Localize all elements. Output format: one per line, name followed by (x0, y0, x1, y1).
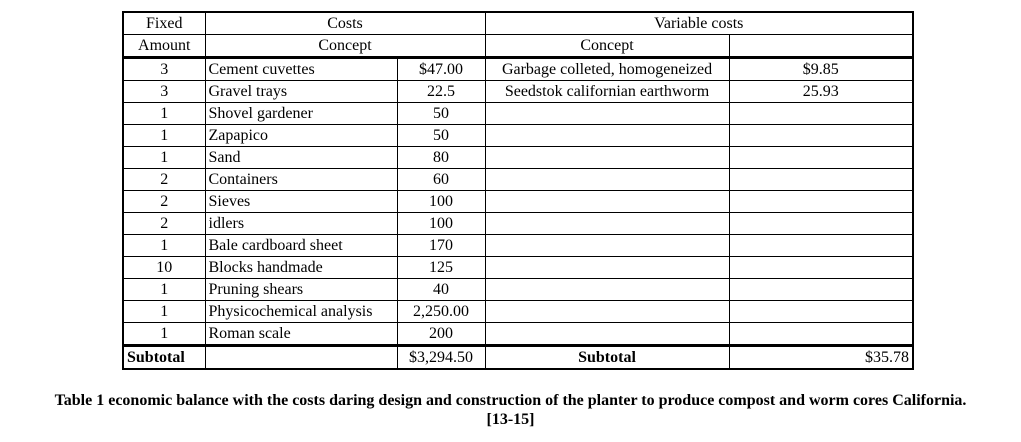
cell-fixed-concept: Zapapico (205, 125, 397, 147)
header-amount: Amount (123, 35, 205, 58)
cell-fixed-cost: 22.5 (397, 81, 485, 103)
cell-fixed-concept: Sand (205, 147, 397, 169)
cell-variable-concept (485, 169, 729, 191)
cell-fixed-concept: Physicochemical analysis (205, 301, 397, 323)
cell-amount: 2 (123, 213, 205, 235)
cell-amount: 2 (123, 191, 205, 213)
cell-fixed-concept: Shovel gardener (205, 103, 397, 125)
cell-amount: 1 (123, 235, 205, 257)
table-row (123, 125, 913, 147)
table-row (123, 169, 913, 191)
cell-fixed-cost: 100 (397, 191, 485, 213)
header-variable-costs: Variable costs (485, 12, 913, 35)
subtotal-row (123, 346, 913, 370)
cell-fixed-cost: 2,250.00 (397, 301, 485, 323)
cell-amount: 1 (123, 301, 205, 323)
table-row (123, 147, 913, 169)
header-fixed: Fixed (123, 12, 205, 35)
cell-fixed-cost: 40 (397, 279, 485, 301)
cell-variable-cost (729, 257, 913, 279)
table-row (123, 323, 913, 346)
cell-fixed-cost: 50 (397, 125, 485, 147)
cell-variable-cost: 25.93 (729, 81, 913, 103)
cell-amount: 10 (123, 257, 205, 279)
caption-line-2: [13-15] (486, 411, 535, 428)
cell-variable-concept (485, 279, 729, 301)
cell-fixed-concept: Pruning shears (205, 279, 397, 301)
cell-variable-concept (485, 213, 729, 235)
cell-variable-concept: Garbage colleted, homogeneized (485, 58, 729, 81)
cell-amount: 1 (123, 147, 205, 169)
cost-table-body (123, 12, 913, 369)
cell-amount: 3 (123, 58, 205, 81)
cell-variable-cost (729, 213, 913, 235)
cell-variable-cost (729, 169, 913, 191)
table-row (123, 279, 913, 301)
table-row (123, 191, 913, 213)
table-row (123, 235, 913, 257)
header-fixed-concept: Concept (205, 35, 485, 58)
table-row (123, 213, 913, 235)
cell-fixed-concept: Bale cardboard sheet (205, 235, 397, 257)
cell-variable-concept (485, 103, 729, 125)
table-row (123, 257, 913, 279)
cell-fixed-cost: 50 (397, 103, 485, 125)
header-row-2 (123, 35, 913, 58)
caption-line-1: Table 1 economic balance with the costs daring design and construction of the planter to produce compost and worm cores California. (54, 392, 967, 409)
cell-variable-cost (729, 279, 913, 301)
cell-amount: 1 (123, 103, 205, 125)
cell-variable-cost (729, 125, 913, 147)
cell-variable-cost (729, 103, 913, 125)
cell-fixed-concept: Sieves (205, 191, 397, 213)
cell-fixed-cost: 125 (397, 257, 485, 279)
subtotal-label: Subtotal (123, 346, 205, 370)
cell-variable-concept (485, 191, 729, 213)
table-row (123, 103, 913, 125)
cell-fixed-concept: Gravel trays (205, 81, 397, 103)
cell-fixed-cost: 200 (397, 323, 485, 346)
subtotal-empty (205, 346, 397, 370)
header-variable-concept: Concept (485, 35, 729, 58)
cell-fixed-concept: Containers (205, 169, 397, 191)
cell-fixed-concept: Blocks handmade (205, 257, 397, 279)
cost-table (122, 11, 914, 370)
cell-variable-cost (729, 323, 913, 346)
cell-amount: 1 (123, 279, 205, 301)
cell-variable-concept (485, 323, 729, 346)
table-row (123, 58, 913, 81)
cell-variable-concept (485, 257, 729, 279)
cell-variable-cost (729, 191, 913, 213)
subtotal-fixed-value: $3,294.50 (397, 346, 485, 370)
cell-variable-concept (485, 125, 729, 147)
cell-amount: 1 (123, 323, 205, 346)
cell-amount: 2 (123, 169, 205, 191)
cell-variable-concept (485, 235, 729, 257)
header-row-1 (123, 12, 913, 35)
cell-variable-cost (729, 301, 913, 323)
cell-fixed-concept: Roman scale (205, 323, 397, 346)
cell-fixed-cost: 100 (397, 213, 485, 235)
cell-variable-concept: Seedstok californian earthworm (485, 81, 729, 103)
cell-fixed-cost: $47.00 (397, 58, 485, 81)
header-variable-empty (729, 35, 913, 58)
header-costs: Costs (205, 12, 485, 35)
cell-variable-cost: $9.85 (729, 58, 913, 81)
cell-variable-cost (729, 235, 913, 257)
cell-fixed-cost: 80 (397, 147, 485, 169)
cell-amount: 1 (123, 125, 205, 147)
cell-fixed-cost: 170 (397, 235, 485, 257)
cell-fixed-concept: idlers (205, 213, 397, 235)
subtotal-variable-value: $35.78 (729, 346, 913, 370)
table-row (123, 301, 913, 323)
cell-amount: 3 (123, 81, 205, 103)
table-row (123, 81, 913, 103)
cell-fixed-cost: 60 (397, 169, 485, 191)
cell-variable-concept (485, 147, 729, 169)
subtotal-variable-label: Subtotal (485, 346, 729, 370)
cell-variable-concept (485, 301, 729, 323)
table-caption (0, 391, 1021, 429)
cell-variable-cost (729, 147, 913, 169)
cell-fixed-concept: Cement cuvettes (205, 58, 397, 81)
